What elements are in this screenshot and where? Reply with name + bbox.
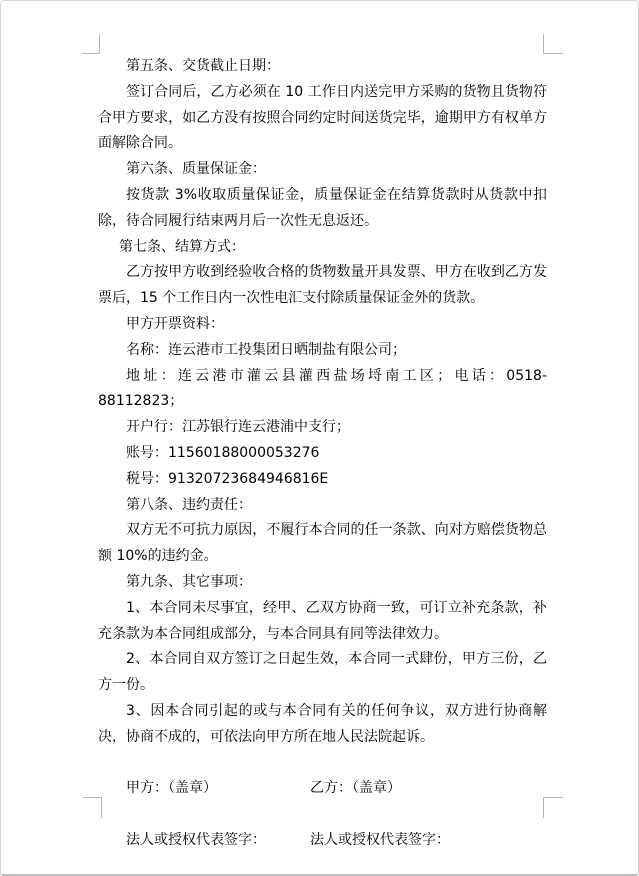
party-b-seal-label: 乙方：（盖章） [310,780,401,797]
margin-crop-mark-top-right [543,34,563,54]
margin-crop-mark-top-left [82,34,100,54]
invoice-bank-line: 开户行：江苏银行连云港浦中支行； [126,419,350,436]
party-a-signature-label: 法人或授权代表签字： [126,831,266,848]
clause-8-title: 第八条、违约责任： [126,496,252,513]
invoice-account-line: 账号：11560188000053276 [126,444,320,461]
party-a-seal-label: 甲方：（盖章） [126,780,217,797]
clause-9-item-1: 1、本合同未尽事宜，经甲、乙双方协商一致，可订立补充条款，补充条款为本合同组成部分，与本合同具有同等法律效力。 [98,599,547,642]
clause-7-title: 第七条、结算方式： [119,238,245,255]
invoice-info-heading: 甲方开票资料： [126,315,224,332]
clause-5-body: 签订合同后，乙方必须在 10 工作日内送完甲方采购的货物且货物符合甲方要求，如乙方没有按照合同约定时间送货完毕，逾期甲方有权单方面解除合同。 [98,83,547,152]
invoice-name-line: 名称：连云港市工投集团日晒制盐有限公司； [126,341,406,358]
clause-8-body: 双方无不可抗力原因，不履行本合同的任一条款、向对方赔偿货物总额 10%的违约金。 [98,522,547,565]
seal-signature-row [98,776,547,802]
clause-5-title: 第五条、交货截止日期： [126,58,280,74]
contract-body [98,54,547,854]
party-b-signature-label: 法人或授权代表签字： [310,831,450,848]
clause-9-title: 第九条、其它事项： [126,573,252,590]
representative-signature-row [98,828,547,854]
clause-6-title: 第六条、质量保证金： [126,161,266,178]
clause-9-item-3: 3、因本合同引起的或与本合同有关的任何争议，双方进行协商解决，协商不成的，可依法向甲方所在地人民法院起诉。 [98,702,547,745]
clause-6-body: 按货款 3%收取质量保证金，质量保证金在结算货款时从货款中扣除，待合同履行结束两月后一次性无息返还。 [98,186,547,229]
invoice-taxid-line: 税号：91320723684946816E [126,470,329,487]
clause-7-body: 乙方按甲方收到经验收合格的货物数量开具发票、甲方在收到乙方发票后，15 个工作日内一次性电汇支付除质量保证金外的货款。 [98,264,547,307]
invoice-address-line: 地址：连云港市灌云县灌西盐场埒南工区；电话：0518-88112823； [98,367,547,410]
clause-9-item-2: 2、本合同自双方签订之日起生效，本合同一式肆份，甲方三份，乙方一份。 [98,651,547,694]
